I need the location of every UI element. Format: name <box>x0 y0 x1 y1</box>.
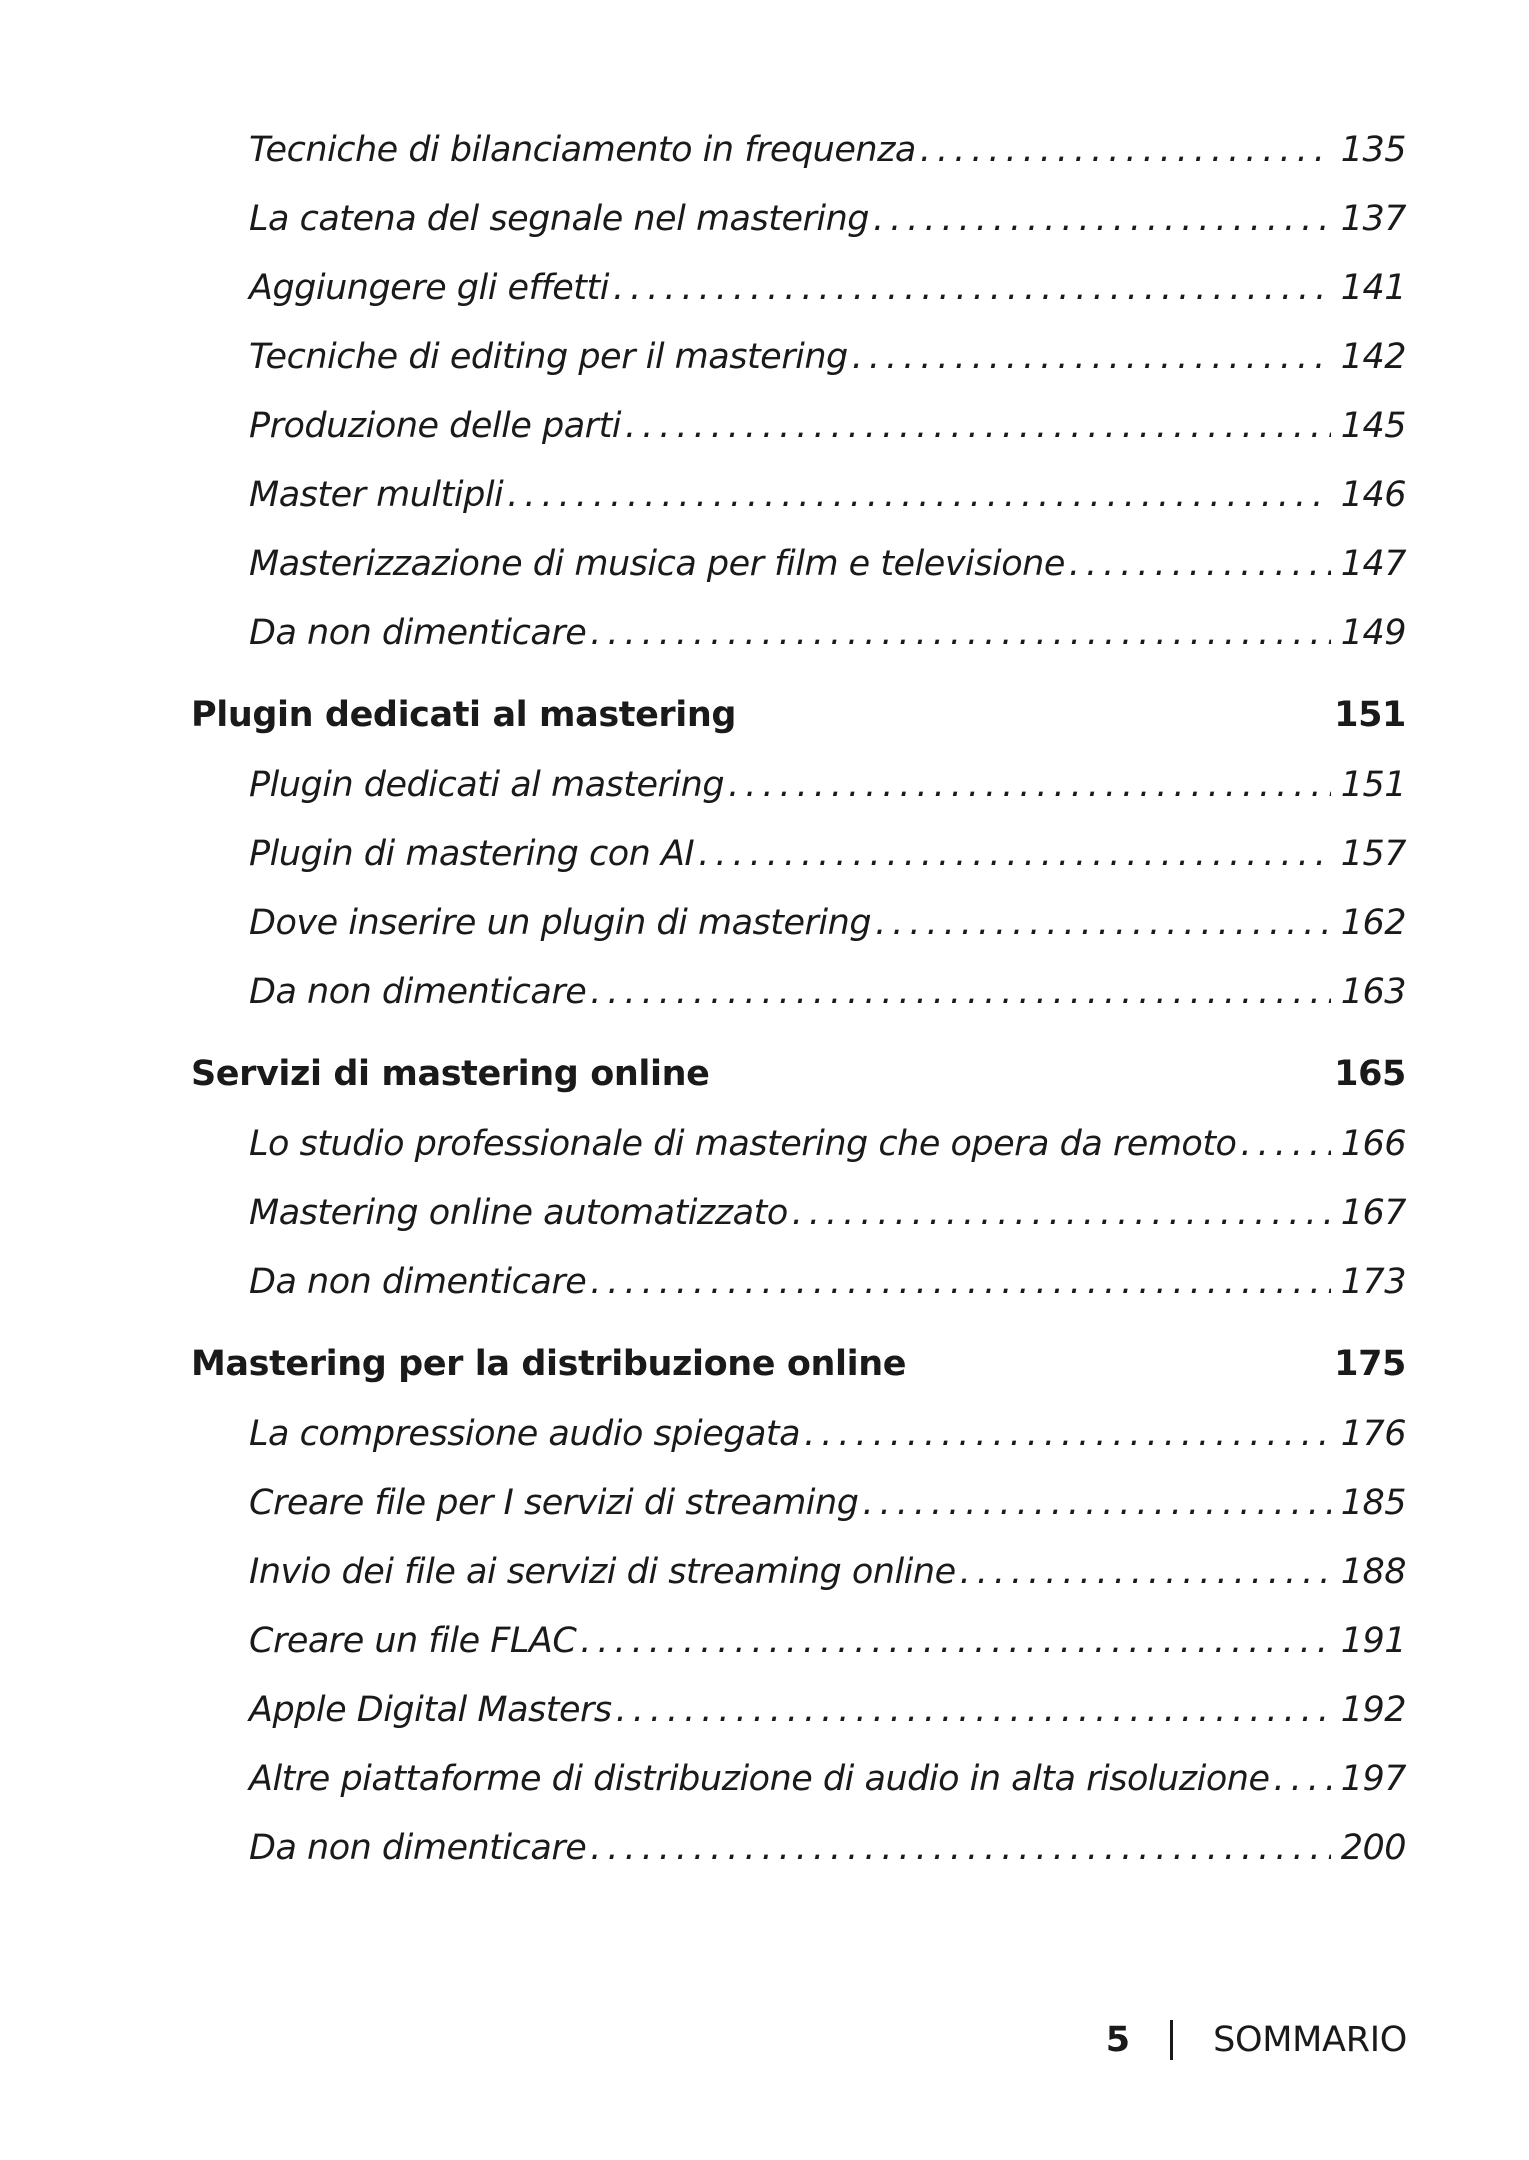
toc-entry-title: Altre piattaforme di distribuzione di audio in alta risoluzione <box>249 1759 1270 1799</box>
toc-entry-page: 145 <box>1340 406 1406 446</box>
toc-entry[interactable] <box>191 116 1406 185</box>
toc-entry-page: 157 <box>1340 834 1406 874</box>
toc-entry[interactable] <box>191 1745 1406 1814</box>
dot-leader <box>862 1469 1330 1538</box>
chapter-title: Plugin dedicati al mastering <box>191 695 737 735</box>
toc-entry-title: La catena del segnale nel mastering <box>249 199 869 239</box>
toc-entry-title: Da non dimenticare <box>249 1262 587 1302</box>
toc-entry[interactable] <box>191 1676 1406 1745</box>
dot-leader <box>590 1248 1330 1317</box>
dot-leader <box>625 392 1331 461</box>
toc-entry-title: Mastering online automatizzato <box>249 1193 788 1233</box>
toc-entry[interactable] <box>191 1179 1406 1248</box>
dot-leader <box>613 254 1331 323</box>
toc-entry[interactable] <box>191 323 1406 392</box>
page-number: 5 <box>1105 2020 1131 2060</box>
toc-entry[interactable] <box>191 820 1406 889</box>
toc-entry-page: 162 <box>1340 903 1406 943</box>
toc-entry-title: Creare file per I servizi di streaming <box>249 1483 859 1523</box>
dot-leader <box>590 958 1330 1027</box>
toc-entry-page: 141 <box>1340 268 1406 308</box>
dot-leader <box>590 1814 1330 1883</box>
dot-leader <box>920 116 1331 185</box>
toc-entry-title: Da non dimenticare <box>249 613 587 653</box>
toc-entry[interactable] <box>191 461 1406 530</box>
dot-leader <box>590 599 1330 668</box>
toc-entry-page: 137 <box>1340 199 1406 239</box>
toc-entry[interactable] <box>191 185 1406 254</box>
dot-leader <box>804 1400 1331 1469</box>
toc-entry-page: 149 <box>1340 613 1406 653</box>
toc-entry-title: Plugin dedicati al mastering <box>249 765 725 805</box>
toc-entry[interactable] <box>191 751 1406 820</box>
toc-entry-title: Da non dimenticare <box>249 972 587 1012</box>
toc-entry-page: 185 <box>1340 1483 1406 1523</box>
toc-chapter-heading[interactable] <box>191 1328 1406 1400</box>
dot-leader <box>960 1538 1331 1607</box>
dot-leader <box>1240 1110 1330 1179</box>
toc-entry[interactable] <box>191 889 1406 958</box>
toc-entry-page: 200 <box>1340 1828 1406 1868</box>
dot-leader <box>616 1676 1331 1745</box>
toc-entry-page: 173 <box>1340 1262 1406 1302</box>
toc-entry-title: Da non dimenticare <box>249 1828 587 1868</box>
dot-leader <box>580 1607 1330 1676</box>
dot-leader <box>728 751 1331 820</box>
chapter-page: 165 <box>1334 1054 1406 1094</box>
toc-entry[interactable] <box>191 392 1406 461</box>
toc-entry[interactable] <box>191 1248 1406 1317</box>
toc-entry[interactable] <box>191 1469 1406 1538</box>
toc-entry-page: 147 <box>1340 544 1406 584</box>
toc-entry-page: 146 <box>1340 475 1406 515</box>
chapter-title: Servizi di mastering online <box>191 1054 710 1094</box>
toc-entry-page: 151 <box>1340 765 1406 805</box>
toc-entry[interactable] <box>191 1607 1406 1676</box>
toc-entry-page: 142 <box>1340 337 1406 377</box>
dot-leader <box>507 461 1330 530</box>
toc-entry-title: Apple Digital Masters <box>249 1690 612 1730</box>
toc-entry-title: Dove inserire un plugin di mastering <box>249 903 872 943</box>
toc-entry-page: 163 <box>1340 972 1406 1012</box>
toc-entry-title: Master multipli <box>249 475 504 515</box>
toc-entry-page: 166 <box>1340 1124 1406 1164</box>
page-footer <box>1106 2020 1407 2060</box>
toc-entry-page: 188 <box>1340 1552 1406 1592</box>
toc-entry[interactable] <box>191 1538 1406 1607</box>
toc-entry-page: 167 <box>1340 1193 1406 1233</box>
toc-entry-title: La compressione audio spiegata <box>249 1414 801 1454</box>
dot-leader <box>873 185 1331 254</box>
toc-entry-page: 197 <box>1340 1759 1406 1799</box>
dot-leader <box>1274 1745 1331 1814</box>
section-label: SOMMARIO <box>1213 2020 1407 2060</box>
chapter-page: 175 <box>1334 1344 1406 1384</box>
toc-entry[interactable] <box>191 1110 1406 1179</box>
toc-entry[interactable] <box>191 530 1406 599</box>
toc-entry[interactable] <box>191 599 1406 668</box>
toc-entry-title: Aggiungere gli effetti <box>249 268 609 308</box>
toc-entry[interactable] <box>191 254 1406 323</box>
toc-entry-title: Tecniche di editing per il mastering <box>249 337 848 377</box>
toc-entry-title: Creare un file FLAC <box>249 1621 577 1661</box>
toc-entry[interactable] <box>191 1400 1406 1469</box>
toc-entry-page: 192 <box>1340 1690 1406 1730</box>
dot-leader <box>852 323 1331 392</box>
dot-leader <box>1069 530 1331 599</box>
dot-leader <box>875 889 1331 958</box>
toc-entry-page: 135 <box>1340 130 1406 170</box>
toc-entry[interactable] <box>191 958 1406 1027</box>
dot-leader <box>792 1179 1331 1248</box>
toc-entry-page: 191 <box>1340 1621 1406 1661</box>
toc-entry-page: 176 <box>1340 1414 1406 1454</box>
toc-entry-title: Invio dei file ai servizi di streaming online <box>249 1552 956 1592</box>
toc-chapter-heading[interactable] <box>191 679 1406 751</box>
chapter-page: 151 <box>1334 695 1406 735</box>
table-of-contents <box>191 116 1406 1883</box>
toc-chapter-heading[interactable] <box>191 1038 1406 1110</box>
toc-entry[interactable] <box>191 1814 1406 1883</box>
dot-leader <box>698 820 1330 889</box>
toc-entry-title: Tecniche di bilanciamento in frequenza <box>249 130 916 170</box>
toc-entry-title: Produzione delle parti <box>249 406 622 446</box>
chapter-title: Mastering per la distribuzione online <box>191 1344 907 1384</box>
toc-entry-title: Lo studio professionale di mastering che opera da remoto <box>249 1124 1237 1164</box>
toc-entry-title: Masterizzazione di musica per film e televisione <box>249 544 1065 584</box>
footer-divider <box>1170 2020 1173 2060</box>
toc-entry-title: Plugin di mastering con AI <box>249 834 695 874</box>
